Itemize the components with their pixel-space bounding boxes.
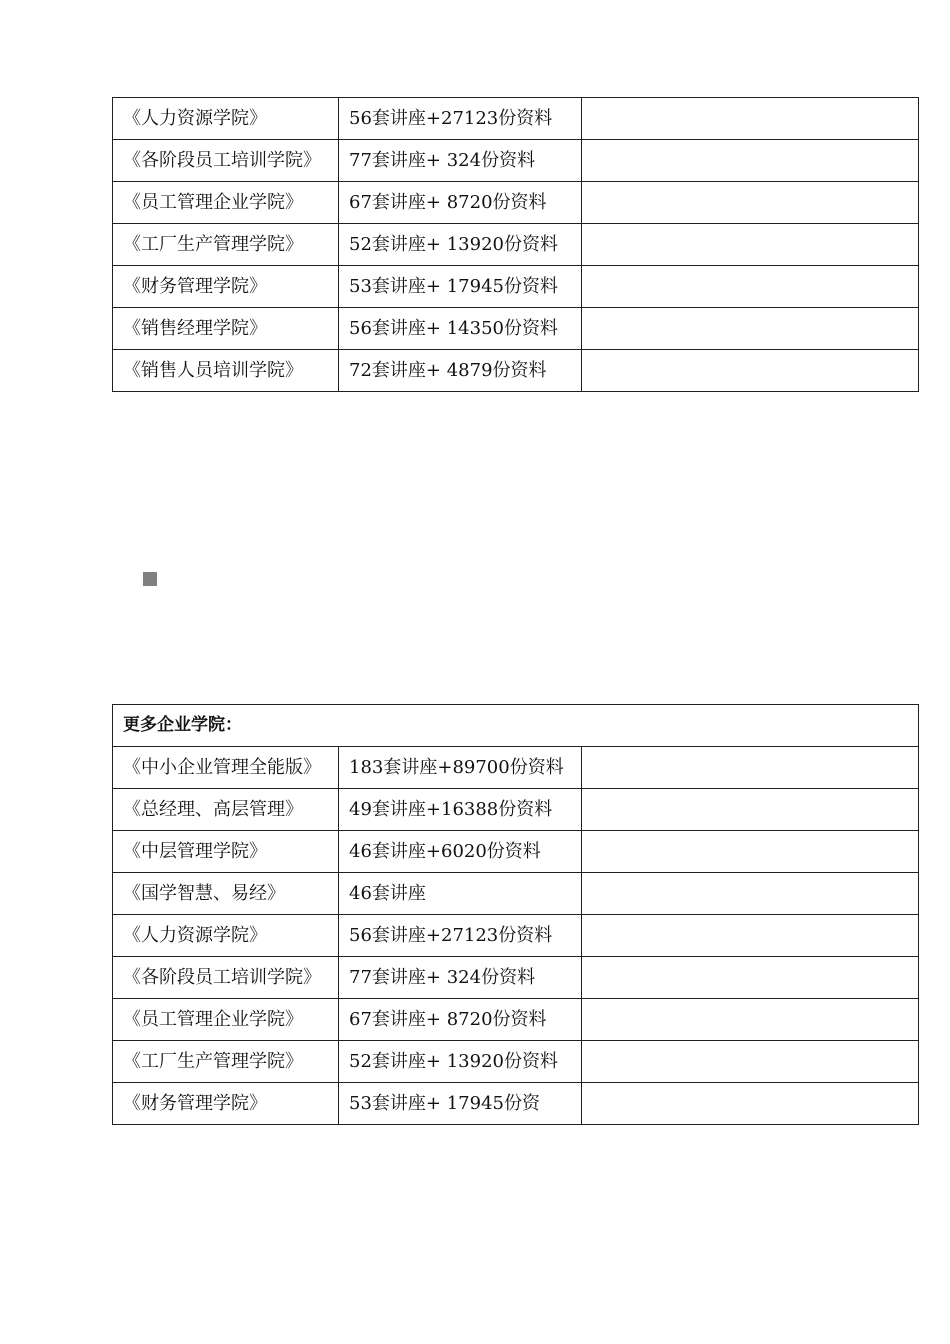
college-detail: 72套讲座+ 4879份资料 [339, 350, 582, 392]
empty-cell [582, 831, 919, 873]
empty-cell [582, 98, 919, 140]
empty-cell [582, 182, 919, 224]
college-name: 《中层管理学院》 [113, 831, 339, 873]
empty-cell [582, 915, 919, 957]
empty-cell [582, 350, 919, 392]
college-name: 《工厂生产管理学院》 [113, 224, 339, 266]
table-row [113, 1083, 919, 1125]
college-detail: 67套讲座+ 8720份资料 [339, 999, 582, 1041]
empty-cell [582, 308, 919, 350]
table-row [113, 1041, 919, 1083]
college-name: 《人力资源学院》 [113, 915, 339, 957]
college-detail: 52套讲座+ 13920份资料 [339, 224, 582, 266]
college-detail: 56套讲座+27123份资料 [339, 98, 582, 140]
table-row [113, 140, 919, 182]
table-row [113, 999, 919, 1041]
table-row [113, 182, 919, 224]
empty-cell [582, 789, 919, 831]
college-name: 《销售经理学院》 [113, 308, 339, 350]
empty-cell [582, 999, 919, 1041]
college-table-1 [112, 97, 919, 392]
college-detail: 56套讲座+ 14350份资料 [339, 308, 582, 350]
college-name: 《国学智慧、易经》 [113, 873, 339, 915]
college-detail: 53套讲座+ 17945份资料 [339, 266, 582, 308]
table-row [113, 831, 919, 873]
table-row [113, 224, 919, 266]
college-name: 《各阶段员工培训学院》 [113, 957, 339, 999]
empty-cell [582, 224, 919, 266]
table-header: 更多企业学院： [113, 705, 919, 747]
college-name: 《工厂生产管理学院》 [113, 1041, 339, 1083]
college-detail: 183套讲座+89700份资料 [339, 747, 582, 789]
college-detail: 52套讲座+ 13920份资料 [339, 1041, 582, 1083]
table-row [113, 308, 919, 350]
college-detail: 53套讲座+ 17945份资 [339, 1083, 582, 1125]
table-row [113, 957, 919, 999]
empty-cell [582, 873, 919, 915]
college-name: 《员工管理企业学院》 [113, 182, 339, 224]
college-name: 《总经理、高层管理》 [113, 789, 339, 831]
table-row [113, 747, 919, 789]
college-detail: 77套讲座+ 324份资料 [339, 957, 582, 999]
empty-cell [582, 1041, 919, 1083]
college-name: 《销售人员培训学院》 [113, 350, 339, 392]
college-name: 《中小企业管理全能版》 [113, 747, 339, 789]
table-row [113, 873, 919, 915]
college-name: 《人力资源学院》 [113, 98, 339, 140]
empty-cell [582, 140, 919, 182]
table-row [113, 266, 919, 308]
college-detail: 77套讲座+ 324份资料 [339, 140, 582, 182]
square-bullet-icon [143, 572, 157, 586]
college-name: 《各阶段员工培训学院》 [113, 140, 339, 182]
table-header-row [113, 705, 919, 747]
empty-cell [582, 747, 919, 789]
college-table-2 [112, 704, 919, 1125]
table-row [113, 350, 919, 392]
table-row [113, 789, 919, 831]
college-detail: 49套讲座+16388份资料 [339, 789, 582, 831]
table-row [113, 98, 919, 140]
empty-cell [582, 1083, 919, 1125]
college-detail: 46套讲座+6020份资料 [339, 831, 582, 873]
college-name: 《财务管理学院》 [113, 266, 339, 308]
empty-cell [582, 266, 919, 308]
college-detail: 56套讲座+27123份资料 [339, 915, 582, 957]
college-name: 《财务管理学院》 [113, 1083, 339, 1125]
college-detail: 46套讲座 [339, 873, 582, 915]
college-detail: 67套讲座+ 8720份资料 [339, 182, 582, 224]
empty-cell [582, 957, 919, 999]
table-row [113, 915, 919, 957]
college-name: 《员工管理企业学院》 [113, 999, 339, 1041]
